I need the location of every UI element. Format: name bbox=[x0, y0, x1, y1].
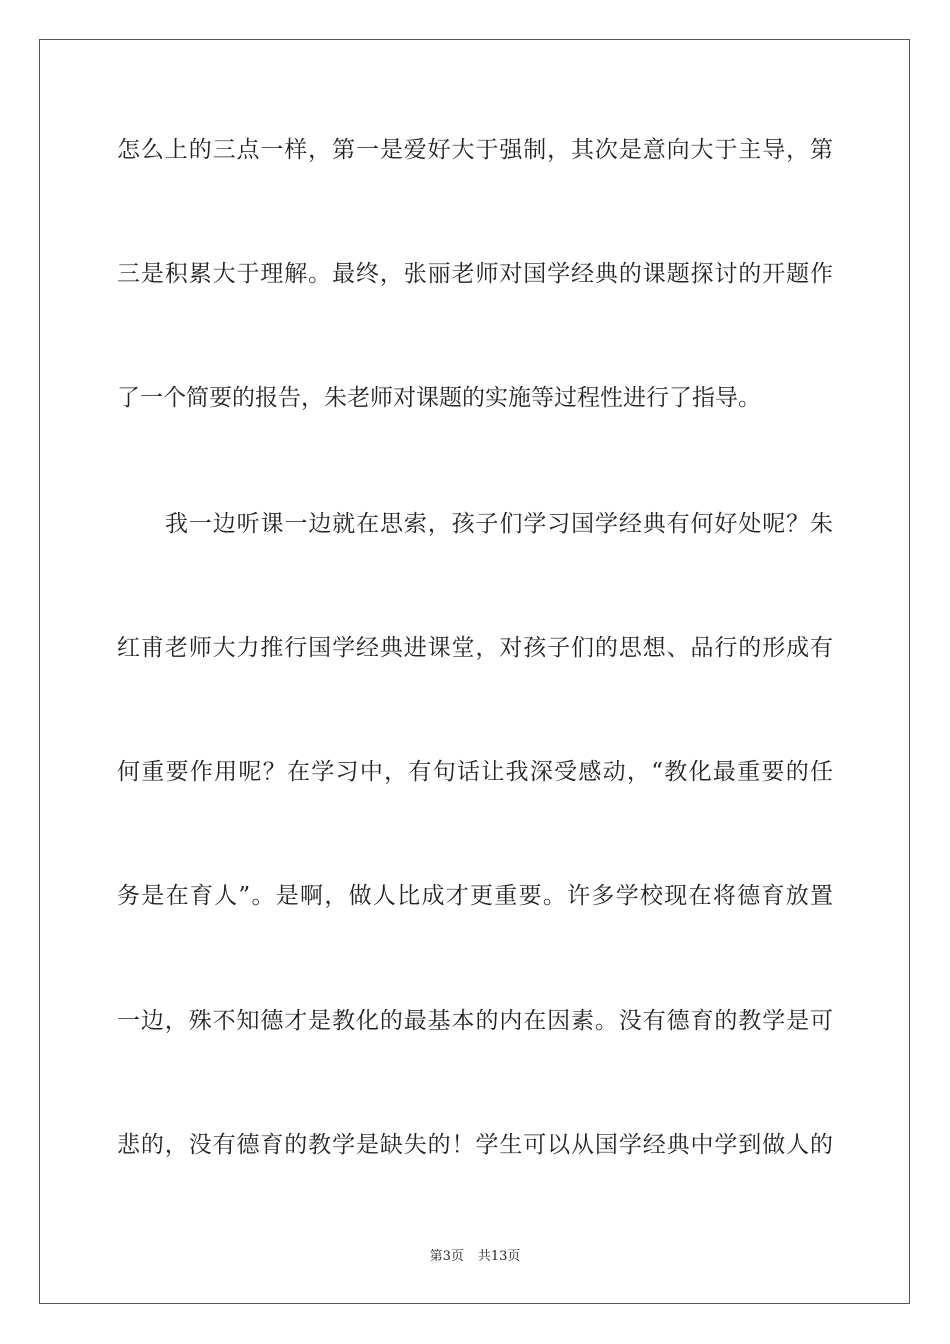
paragraph-line: 悲的，没有德育的教学是缺失的！学生可以从国学经典中学到做人的 bbox=[117, 1132, 833, 1158]
paragraph-line: 怎么上的三点一样，第一是爱好大于强制，其次是意向大于主导，第 bbox=[117, 137, 833, 163]
paragraph-line: 我一边听课一边就在思索，孩子们学习国学经典有何好处呢？朱 bbox=[165, 511, 833, 537]
paragraph-line: 三是积累大于理解。最终，张丽老师对国学经典的课题探讨的开题作 bbox=[117, 261, 833, 287]
paragraph-line: 一边，殊不知德才是教化的最基本的内在因素。没有德育的教学是可 bbox=[117, 1008, 833, 1034]
paragraph-line: 红甫老师大力推行国学经典进课堂，对孩子们的思想、品行的形成有 bbox=[117, 635, 833, 661]
paragraph-line: 务是在育人”。是啊，做人比成才更重要。许多学校现在将德育放置 bbox=[117, 883, 833, 909]
page-border bbox=[39, 39, 910, 1304]
page-footer bbox=[0, 1248, 950, 1266]
paragraph-line: 何重要作用呢？在学习中，有句话让我深受感动，“教化最重要的任 bbox=[117, 759, 833, 785]
page-total: 共13页 bbox=[477, 1249, 521, 1264]
paragraph-line: 了一个简要的报告，朱老师对课题的实施等过程性进行了指导。 bbox=[117, 385, 761, 411]
page-number: 第3页 bbox=[429, 1249, 464, 1264]
